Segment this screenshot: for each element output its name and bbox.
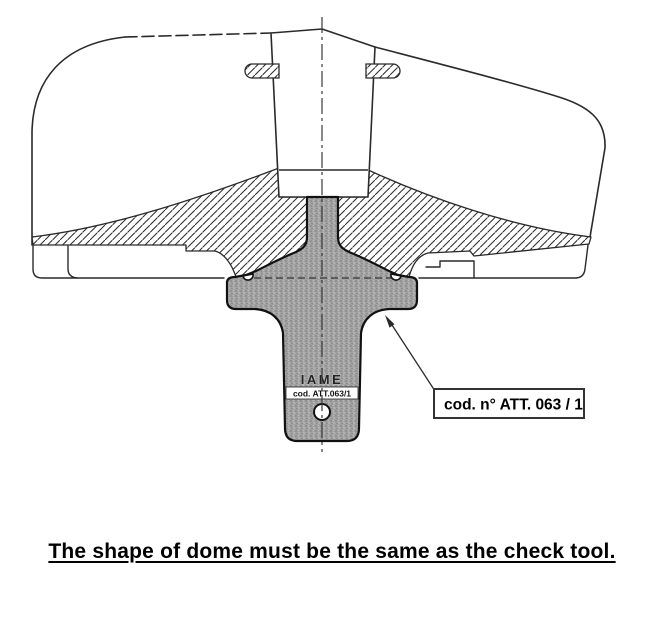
pin-slot-right	[366, 64, 400, 78]
plug-boss	[271, 29, 375, 197]
skirt-right-step	[426, 261, 474, 278]
head-top-hidden-edge	[125, 33, 271, 37]
head-outline-left	[32, 37, 125, 245]
plug-boss-body	[271, 29, 375, 197]
caption-text: The shape of dome must be the same as the check tool.	[48, 540, 616, 563]
tool-relief-notch-right	[391, 274, 401, 280]
pin-slot-left	[245, 64, 279, 78]
caption	[0, 540, 664, 564]
leader-line	[392, 325, 435, 391]
tool-brand-label: IAME	[300, 372, 344, 387]
tool-code-label: cod. ATT.063/1	[292, 388, 352, 399]
callout-label: cod. n° ATT. 063 / 1	[444, 396, 583, 414]
skirt-left-step	[68, 246, 77, 278]
section-hatch-left	[32, 168, 307, 277]
tool-relief-notch-left	[243, 274, 253, 280]
callout	[385, 315, 584, 418]
